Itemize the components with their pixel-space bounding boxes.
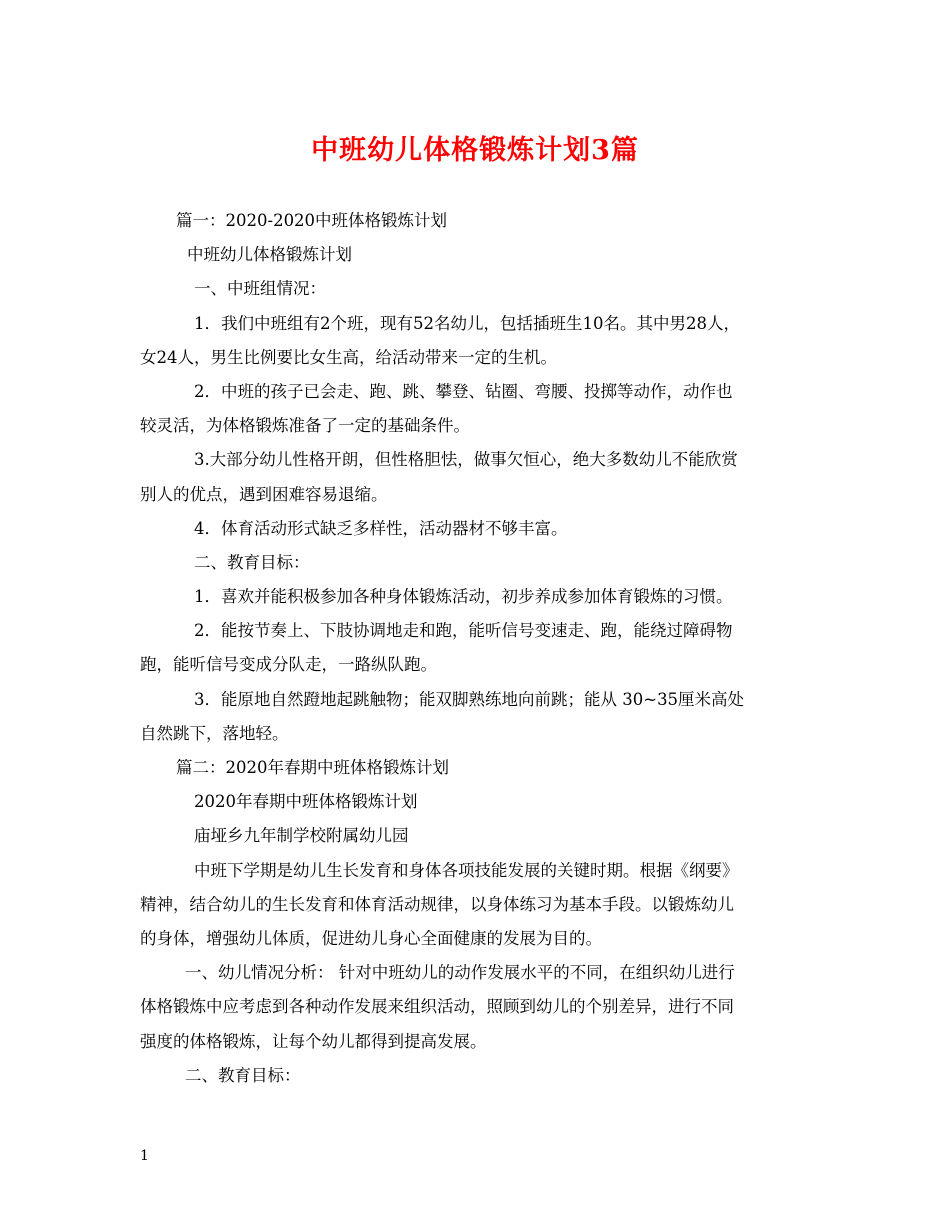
- document-body: [140, 204, 830, 1093]
- text-line: 4．体育活动形式缺乏多样性，活动器材不够丰富。: [194, 518, 568, 538]
- text-line: 一、中班组情况：: [194, 279, 326, 299]
- text-line: 3．能原地自然蹬地起跳触物；能双脚熟练地向前跳；能从 30~35厘米高处: [194, 689, 745, 709]
- text-line: 跑，能听信号变成分队走，一路纵队跑。: [140, 655, 437, 675]
- text-line: 中班幼儿体格锻炼计划: [187, 245, 352, 265]
- text-line: 篇二：2020年春期中班体格锻炼计划: [176, 758, 449, 777]
- text-line: 精神，结合幼儿的生长发育和体育活动规律，以身体练习为基本手段。以锻炼幼儿: [140, 894, 734, 914]
- text-line: 3.大部分幼儿性格开朗，但性格胆怯，做事欠恒心，绝大多数幼儿不能欣赏: [194, 450, 738, 470]
- page-number: 1: [140, 1148, 149, 1164]
- text-line: 别人的优点，遇到困难容易退缩。: [140, 484, 388, 504]
- text-line: 2．能按节奏上、下肢协调地走和跑，能听信号变速走、跑，能绕过障碍物: [194, 621, 733, 641]
- text-line: 庙垭乡九年制学校附属幼儿园: [194, 826, 409, 846]
- document-title: 中班幼儿体格锻炼计划3篇: [311, 135, 639, 166]
- text-line: 1．我们中班组有2个班，现有52名幼儿，包括插班生10名。其中男28人，: [194, 313, 740, 333]
- text-line: 2．中班的孩子已会走、跑、跳、攀登、钻圈、弯腰、投掷等动作，动作也: [194, 381, 733, 401]
- text-line: 的身体，增强幼儿体质，促进幼儿身心全面健康的发展为目的。: [140, 928, 602, 948]
- text-line: 2020年春期中班体格锻炼计划: [194, 792, 418, 812]
- text-line: 一、幼儿情况分析： 针对中班幼儿的动作发展水平的不同，在组织幼儿进行: [185, 963, 735, 983]
- text-line: 中班下学期是幼儿生长发育和身体各项技能发展的关键时期。根据《纲要》: [194, 860, 739, 880]
- text-line: 女24人，男生比例要比女生高，给活动带来一定的生机。: [140, 347, 557, 367]
- text-line: 二、教育目标：: [194, 552, 310, 572]
- text-line: 自然跳下，落地轻。: [140, 723, 289, 743]
- text-line: 体格锻炼中应考虑到各种动作发展来组织活动，照顾到幼儿的个别差异，进行不同: [140, 997, 734, 1017]
- text-line: 1．喜欢并能积极参加各种身体锻炼活动，初步养成参加体育锻炼的习惯。: [194, 587, 733, 607]
- text-line: 强度的体格锻炼，让每个幼儿都得到提高发展。: [140, 1031, 487, 1051]
- text-line: 篇一：2020-2020中班体格锻炼计划: [176, 211, 448, 230]
- text-line: 较灵活，为体格锻炼准备了一定的基础条件。: [140, 416, 470, 436]
- text-line: 二、教育目标：: [185, 1065, 301, 1085]
